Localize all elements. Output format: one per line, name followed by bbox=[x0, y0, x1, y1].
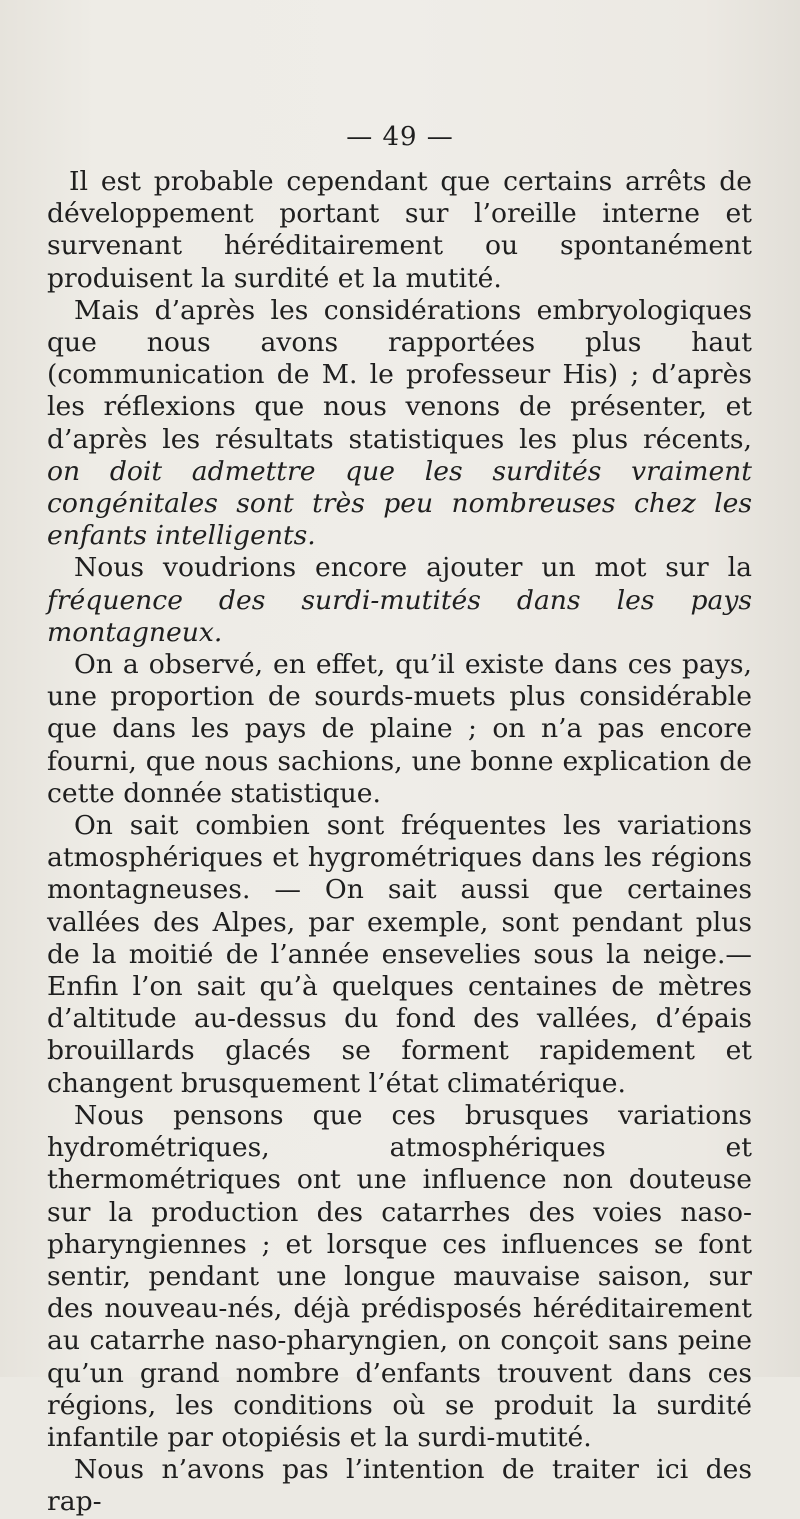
paragraph bbox=[47, 1100, 752, 1454]
paragraph bbox=[47, 649, 752, 810]
paragraph-italic-text: on doit admettre que les surdités vraiment congénitales sont très peu nombreuses chez les enfants intelligents. bbox=[47, 455, 752, 552]
page-number: — 49 — bbox=[346, 122, 454, 152]
paragraph bbox=[47, 552, 752, 649]
paragraph-text: Il est probable cependant que certains arrêts de développement portant sur l’oreille interne et survenant héréditairement ou spontanément produisent la surdité et la mutité. bbox=[47, 166, 752, 294]
paragraph-text: Mais d’après les considérations embryologiques que nous avons rapportées plus haut (communication de M. le professeur His) ; d’après les réflexions que nous venons de présenter, et d’après les résultats statistiques les plus récents, bbox=[47, 294, 752, 455]
paragraph-italic-text: fréquence des surdi-mutités dans les pays montagneux. bbox=[47, 584, 752, 648]
page-body bbox=[47, 166, 752, 1519]
paragraph bbox=[47, 166, 752, 295]
paragraph-text: Nous pensons que ces brusques variations hydrométriques, atmosphériques et thermométriques ont une influence non douteuse sur la production des catarrhes des voies naso-pharyngiennes ; et lorsque ces influences se font sentir, pendant une longue mauvaise saison, sur des nouveau-nés, déjà prédisposés héréditairement au catarrhe naso-pharyngien, on conçoit sans peine qu’un grand nombre d’enfants trouvent dans ces régions, les conditions où se produit la surdité infantile par otopiésis et la surdi-mutité. bbox=[47, 1099, 752, 1453]
paragraph bbox=[47, 1454, 752, 1518]
paragraph bbox=[47, 810, 752, 1100]
paragraph-text: On a observé, en effet, qu’il existe dans ces pays, une proportion de sourds-muets plus considérable que dans les pays de plaine ; on n’a pas encore fourni, que nous sachions, une bonne explication de cette donnée statistique. bbox=[47, 649, 752, 809]
paragraph-text: Nous n’avons pas l’intention de traiter ici des rap- bbox=[47, 1454, 752, 1518]
paragraph-text: Nous voudrions encore ajouter un mot sur la bbox=[74, 552, 752, 584]
paragraph-text: On sait combien sont fréquentes les variations atmosphériques et hygrométriques dans les régions montagneuses. — On sait aussi que certaines vallées des Alpes, par exemple, sont pendant plus de la moitié de l’année ensevelies sous la neige.— Enfin l’on sait qu’à quelques centaines de mètres d’altitude au-dessus du fond des vallées, d’épais brouillards glacés se forment rapidement et changent brusquement l’état climatérique. bbox=[47, 810, 752, 1099]
paragraph bbox=[47, 295, 752, 553]
